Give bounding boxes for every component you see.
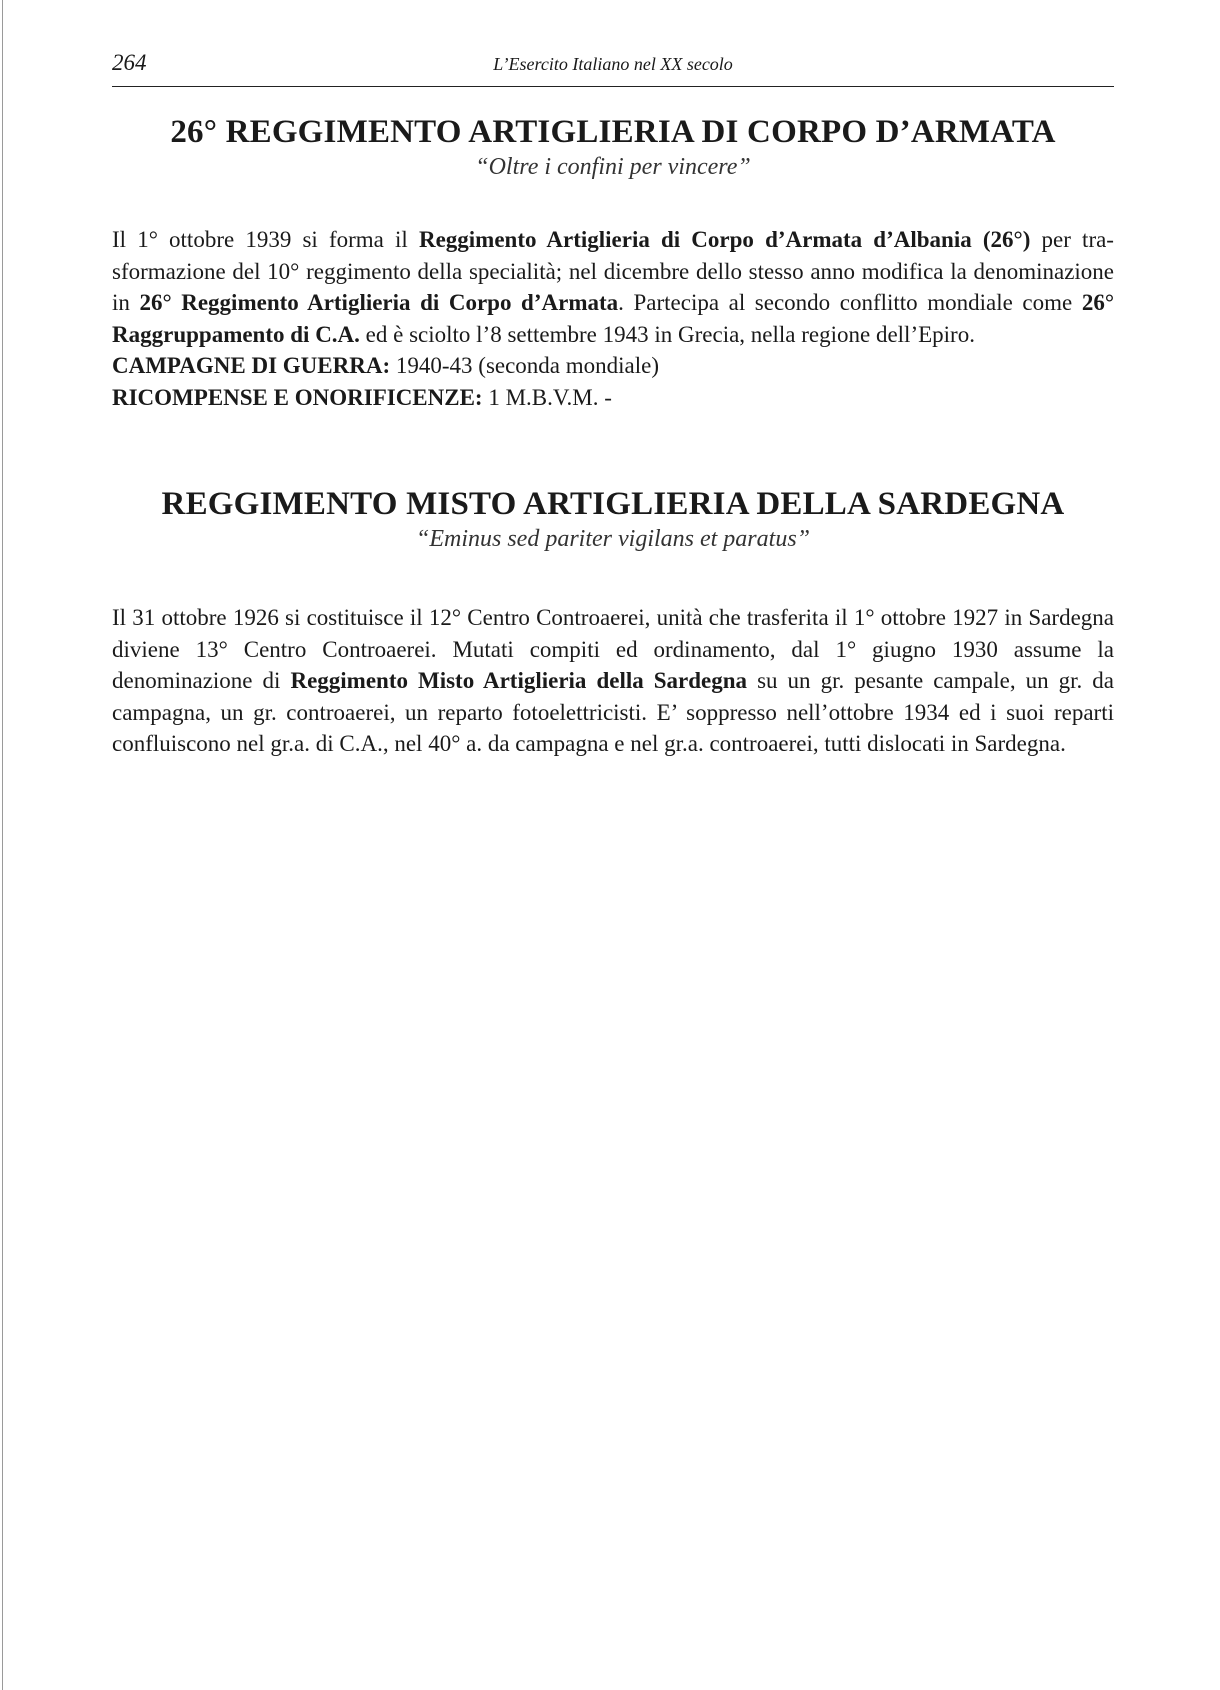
paragraph-text: su un gr. pesante campale, un gr. da campagna, un gr. controaerei, un reparto fotoelettricisti. E’ soppresso nell’ottobre 1934 ed i suoi reparti confluiscono nel gr.a. di C.A., nel 40° a. da campagna e nel gr.a. controaerei, tutti dislocati in Sardegna. — [112, 668, 1114, 756]
section-title: 26° REGGIMENTO ARTIGLIERIA DI CORPO D’ARMATA — [170, 114, 1056, 150]
paragraph-bold-text: 26° Raggruppamento di C.A. — [112, 290, 1115, 347]
paragraph-text: Il 1° ottobre 1939 si forma il — [112, 227, 419, 252]
running-header — [112, 46, 1114, 87]
section-paragraph — [112, 602, 1114, 760]
section-motto: “Oltre i confini per vincere” — [475, 154, 751, 180]
paragraph-text: ed è sciolto l’8 settembre 1943 in Grecia, nella regione dell’Epiro. — [359, 321, 975, 347]
page-number: 264 — [112, 50, 147, 75]
section-26-reggimento — [112, 112, 1114, 413]
campaigns-value: 1940-43 (seconda mondiale) — [390, 353, 660, 378]
paragraph-text: per tra-sformazione del 10° reggimento della specialità; nel dicembre dello stesso anno modifica la denominazione in — [112, 227, 1114, 315]
section-motto: “Eminus sed pariter vigilans et paratus” — [415, 526, 811, 552]
section-title: REGGIMENTO MISTO ARTIGLIERIA DELLA SARDEGNA — [161, 486, 1065, 522]
running-title: L’Esercito Italiano nel XX secolo — [493, 54, 733, 74]
paragraph-text: . Partecipa al secondo conflitto mondiale come — [618, 290, 1082, 315]
paragraph-text: Il 31 ottobre 1926 si costituisce il 12° Centro Controaerei, unità che trasferita il 1° ottobre 1927 in Sardegna diviene 13° Centro Controaerei. Mutati compiti ed ordinamento, dal 1° giugno 1930 assume la denominazione di — [112, 605, 1114, 693]
campaigns-label: CAMPAGNE DI GUERRA: — [112, 353, 391, 378]
paragraph-bold-text: 26° Reggimento Artiglieria di Corpo d’Armata — [139, 290, 619, 315]
awards-label: RICOMPENSE E ONORIFICENZE: — [112, 384, 483, 410]
section-paragraph — [112, 224, 1114, 350]
page-edge-line — [2, 0, 3, 1690]
paragraph-bold-text: Reggimento Misto Artiglieria della Sardegna — [290, 668, 748, 693]
awards-value: 1 M.B.V.M. - — [482, 384, 612, 410]
section-reggimento-sardegna — [112, 484, 1114, 760]
campaigns-line — [112, 350, 1114, 382]
awards-line — [112, 382, 1114, 414]
paragraph-bold-text: Reggimento Artiglieria di Corpo d’Armata d’Albania (26°) — [418, 227, 1031, 252]
